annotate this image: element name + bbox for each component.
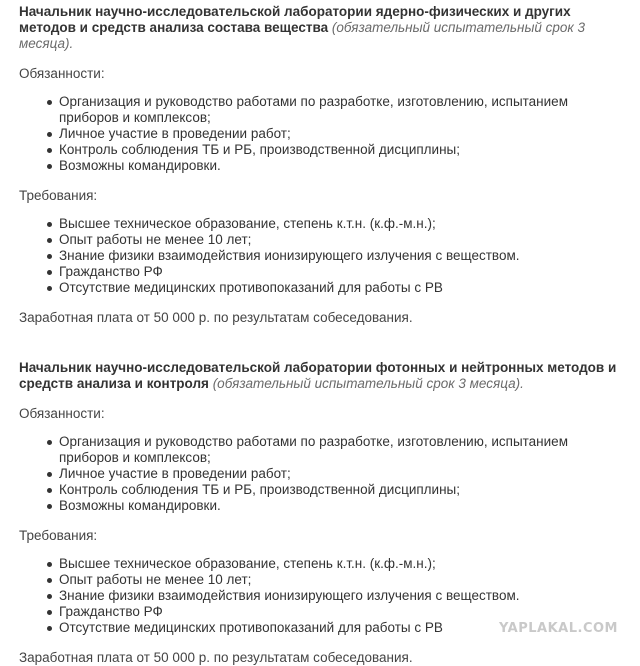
list-item: Контроль соблюдения ТБ и РБ, производственной дисциплины; bbox=[59, 142, 628, 158]
list-item: Опыт работы не менее 10 лет; bbox=[59, 572, 628, 588]
site-watermark: YAPLAKAL.COM bbox=[499, 621, 618, 636]
requirements-list bbox=[19, 216, 628, 296]
duties-list bbox=[19, 434, 628, 514]
list-item: Гражданство РФ bbox=[59, 264, 628, 280]
salary-text: Заработная плата от 50 000 р. по результатам собеседования. bbox=[19, 310, 413, 325]
job-title bbox=[19, 360, 628, 392]
probation-note: (обязательный испытательный срок 3 месяца). bbox=[19, 20, 586, 51]
list-item: Высшее техническое образование, степень к.т.н. (к.ф.-м.н.); bbox=[59, 556, 628, 572]
list-item: Личное участие в проведении работ; bbox=[59, 126, 628, 142]
probation-note: (обязательный испытательный срок 3 месяца). bbox=[212, 376, 524, 391]
job-title-text: Начальник научно-исследовательской лаборатории ядерно-физических и других методов и средств анализа состава вещества bbox=[19, 4, 571, 35]
duties-label: Обязанности: bbox=[19, 406, 105, 421]
list-item: Возможны командировки. bbox=[59, 498, 628, 514]
list-item: Возможны командировки. bbox=[59, 158, 628, 174]
list-item: Личное участие в проведении работ; bbox=[59, 466, 628, 482]
list-item: Знание физики взаимодействия ионизирующего излучения с веществом. bbox=[59, 248, 628, 264]
list-item: Отсутствие медицинских противопоказаний для работы с РВ bbox=[59, 620, 628, 636]
requirements-label: Требования: bbox=[19, 188, 98, 203]
job-title bbox=[19, 4, 628, 52]
job-title-text: Начальник научно-исследовательской лаборатории фотонных и нейтронных методов и средств анализа и контроля bbox=[19, 360, 617, 391]
list-item: Организация и руководство работами по разработке, изготовлению, испытанием приборов и комплексов; bbox=[59, 434, 628, 466]
list-item: Организация и руководство работами по разработке, изготовлению, испытанием приборов и комплексов; bbox=[59, 94, 628, 126]
job-posting-1 bbox=[19, 4, 628, 326]
list-item: Контроль соблюдения ТБ и РБ, производственной дисциплины; bbox=[59, 482, 628, 498]
list-item: Гражданство РФ bbox=[59, 604, 628, 620]
list-item: Отсутствие медицинских противопоказаний для работы с РВ bbox=[59, 280, 628, 296]
duties-list bbox=[19, 94, 628, 174]
list-item: Высшее техническое образование, степень к.т.н. (к.ф.-м.н.); bbox=[59, 216, 628, 232]
salary-text: Заработная плата от 50 000 р. по результатам собеседования. bbox=[19, 650, 413, 665]
list-item: Знание физики взаимодействия ионизирующего излучения с веществом. bbox=[59, 588, 628, 604]
duties-label: Обязанности: bbox=[19, 66, 105, 81]
list-item: Опыт работы не менее 10 лет; bbox=[59, 232, 628, 248]
requirements-label: Требования: bbox=[19, 528, 98, 543]
